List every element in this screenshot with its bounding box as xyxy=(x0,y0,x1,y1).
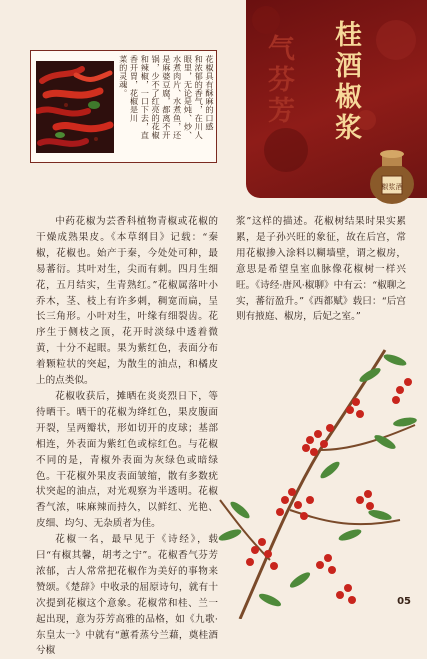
sichuan-pepper-branch-illustration xyxy=(210,330,427,619)
inset-text-column: 和辣椒，一口下去，直 xyxy=(140,55,151,139)
inset-vertical-text xyxy=(119,55,215,161)
paragraph: 花椒收获后，摊晒在炎炎烈日下，等待晒干。晒干的花椒为绛红色，果皮腹面开裂，呈两瓣状，形如切开的皮球；基部相连，外表面为紫红色或棕红色。与花椒不同的是，青椒外表面为灰绿色或暗绿色。干花椒外果皮表面皱缩，散有多数疣状突起的油点，对光观察为半透明。花椒香气浓，味麻辣而持久，以鲜红、光艳、皮细、均匀、无杂质者为佳。 xyxy=(36,390,218,530)
inset-text-column: 和浓郁的香气，在川人 xyxy=(194,55,205,139)
inset-box xyxy=(30,50,217,163)
inset-text-column: 香开胃，花椒是川 xyxy=(129,55,140,123)
article-subtitle: 气芬芳 xyxy=(263,34,294,127)
dried-chili-photo xyxy=(36,61,114,153)
inset-text-column: 锅，少不了红亮的花椒 xyxy=(151,55,162,139)
inset-text-column: 菜的灵魂。 xyxy=(118,55,129,97)
body-column-right xyxy=(236,214,406,325)
paragraph: 花椒一名，最早见于《诗经》，载曰“有椒其馨，胡考之宁”。花椒香气芬芳浓郁，古人常常把花椒作为美好的事物来赞颂。《楚辞》中收录的屈原诗句，就有十次提到花椒这个意象。花椒常和桂、兰一起出现，意为芬芳高雅的品格，如《九歌·东皇太一》中就有“蕙肴蒸兮兰藉，奠桂酒兮椒 xyxy=(36,534,218,657)
inset-text-column: 花椒具有酥麻的口感 xyxy=(205,55,215,131)
chili-illustration xyxy=(36,61,114,153)
page-number: 05 xyxy=(397,596,411,607)
inset-text-column: 眼里，无论是炖、炒、 xyxy=(183,55,194,139)
inset-text-column: 水煮肉片、水煮鱼，还 xyxy=(172,55,183,139)
paragraph: 浆”这样的描述。花椒树结果时果实累累，是子孙兴旺的象征，故在后宫，常用花椒掺入涂料以糊墙壁，谓之椒房，意思是希望皇室血脉像花椒树一样兴旺。《诗经·唐风·椒聊》中有云：“椒聊之实，蕃衍盈升。”《西都赋》载曰：“后宫则有掖庭、椒房，后妃之室。” xyxy=(236,216,406,323)
jar-label: 椒浆酒 xyxy=(381,183,403,191)
body-column-left xyxy=(36,214,218,659)
inset-text-column: 是麻婆豆腐，都离不开 xyxy=(162,55,172,139)
wine-jar-icon xyxy=(366,148,418,206)
article-title: 桂酒椒浆 xyxy=(330,20,361,144)
paragraph: 中药花椒为芸香科植物青椒或花椒的干燥成熟果皮。《本草纲目》记载：“秦椒，花椒也。始产于秦，今处处可种，最易蕃衍。其叶对生，尖而有刺。四月生细花，五月结实，生青熟红。”花椒属落叶小乔木，茎、枝上有许多刺，稠宽而扁，呈长三角形。小叶对生，叶缘有细裂齿。花序生于侧枝之顶，花开时淡绿中透着微黄，十分不起眼。果为紫红色，表面分布着颗粒状的突起，为散生的油点，和橘皮上的点类似。 xyxy=(36,216,218,387)
